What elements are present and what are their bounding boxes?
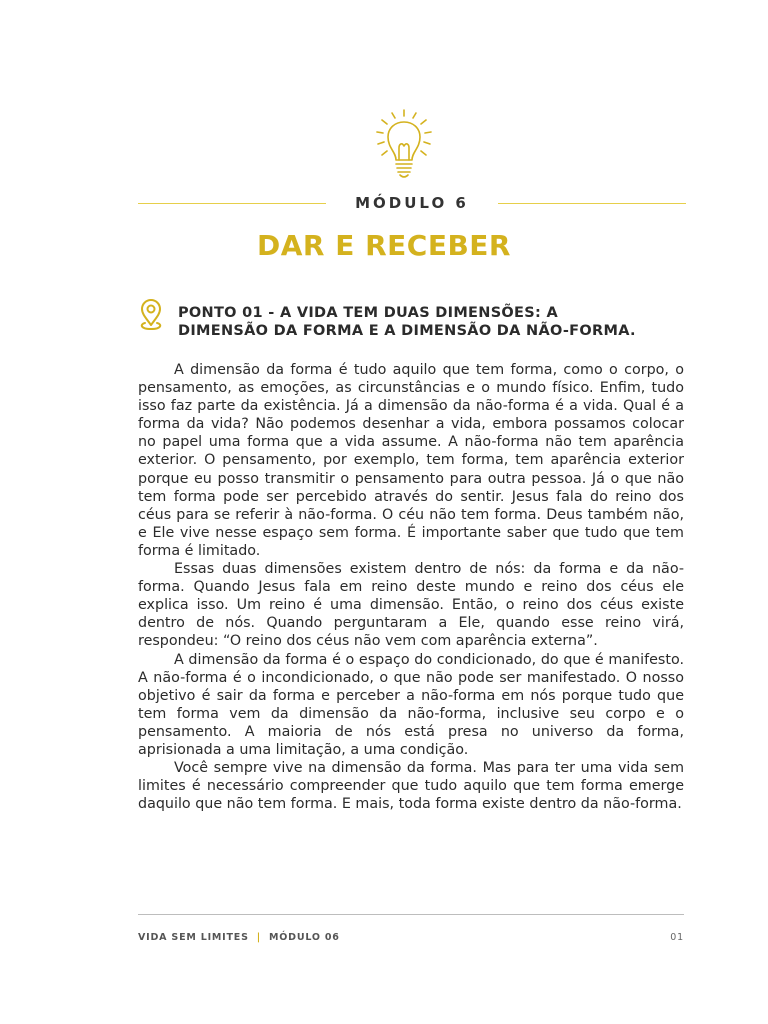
paragraph-1: A dimensão da forma é tudo aquilo que tem forma, como o corpo, o pensamento, as emoções, as circunstâncias e o mundo físico. Enfim, tudo isso faz parte da existência. Já a dimensão da não-forma é a vida. Qual é a forma da vida? Não podemos desenhar a vida, embora possamos colocar no papel uma forma que a vida assume. A não-forma não tem aparência exterior. O pensamento, por exemplo, tem forma, tem aparência exterior porque eu posso transmitir o pensamento para outra pessoa. Já o que não tem forma pode ser percebido através do sentir. Jesus fala do reino dos céus para se referir à não-forma. O céu não tem forma. Deus também não, e Ele vive nesse espaço sem forma. É importante saber que tudo que tem forma é limitado. [138,362,684,559]
footer-book-title: VIDA SEM LIMITES [138,932,249,943]
page-title: DAR E RECEBER [257,229,511,262]
paragraph-4: Você sempre vive na dimensão da forma. Mas para ter uma vida sem limites é necessário compreender que tudo aquilo que tem forma emerge daquilo que não tem forma. E mais, toda forma existe dentro da não-forma. [138,760,684,813]
paragraph-2: Essas duas dimensões existem dentro de nós: da forma e da não-forma. Quando Jesus fala em reino deste mundo e reino dos céus ele explica isso. Um reino é uma dimensão. Então, o reino dos céus existe dentro de nós. Quando perguntaram a Ele, quando esse reino virá, respondeu: “O reino dos céus não vem com aparência externa”. [138,561,684,650]
footer-module: MÓDULO 06 [269,932,340,943]
paragraph-3: A dimensão da forma é o espaço do condicionado, do que é manifesto. A não-forma é o incondicionado, o que não pode ser manifestado. O nosso objetivo é sair da forma e perceber a não-forma em nós porque tudo que tem forma vem da dimensão da não-forma, inclusive seu corpo e o pensamento. A maioria de nós está presa no universo da forma, aprisionada a uma limitação, a uma condição. [138,651,684,758]
section-heading-line-2: DIMENSÃO DA FORMA E A DIMENSÃO DA NÃO-FORMA. [178,323,636,339]
section-heading-line-1: PONTO 01 - A VIDA TEM DUAS DIMENSÕES: A [178,305,558,321]
module-label: MÓDULO 6 [355,194,469,212]
page-number: 01 [670,932,684,943]
footer-divider [138,914,684,915]
divider-right [498,203,686,204]
body-text [138,361,684,813]
module-header [138,192,686,214]
lightbulb-icon [372,108,436,180]
footer [138,930,684,946]
footer-separator: | [256,932,261,943]
location-pin-icon [138,298,164,332]
section-heading [178,304,688,340]
